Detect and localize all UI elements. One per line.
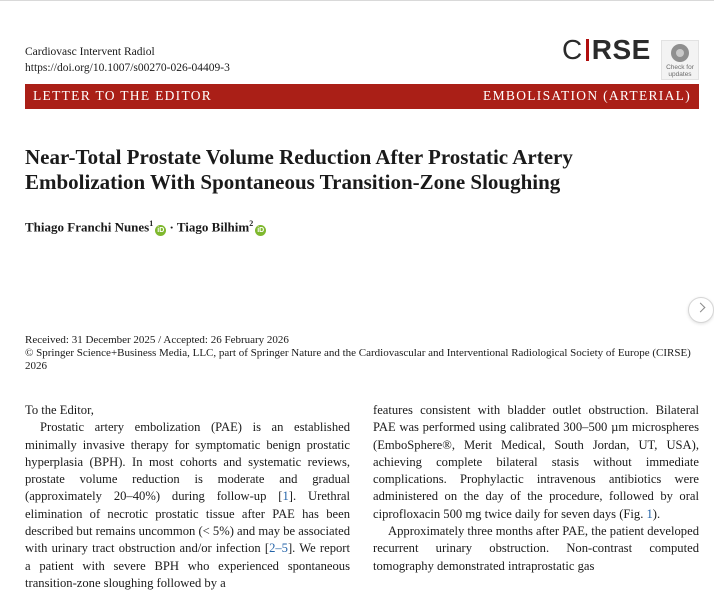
article-category-label: EMBOLISATION (ARTERIAL) xyxy=(483,88,691,103)
updates-icon xyxy=(671,44,689,62)
author-affiliation: 1 xyxy=(149,219,154,228)
logo-letter-c: C xyxy=(562,34,583,65)
journal-name: Cardiovasc Intervent Radiol xyxy=(25,46,155,58)
next-page-button[interactable] xyxy=(688,297,714,323)
top-divider xyxy=(0,0,714,1)
body-paragraph: Prostatic artery embolization (PAE) is an established minimally invasive therapy for symptomatic benign prostatic hyperplasia (BPH). In most cohorts and systematic reviews, prostate volume reduction is moderate and gradual (approximately 20–40%) during follow-up [1]. Urethral elimination of necrotic prostatic tissue after PAE has been described but remains uncommon (< 5%) and may be associated with urinary tract obstruction and/or infection [2–5]. We report a patient with severe BPH who experienced spontaneous transition-zone sloughing followed by a xyxy=(25,420,351,590)
received-accepted-dates: Received: 31 December 2025 / Accepted: 26 February 2026 xyxy=(25,334,289,346)
journal-header xyxy=(25,44,230,76)
body-paragraph: Approximately three months after PAE, the patient developed recurrent urinary obstruction. Non-contrast computed tomography demonstrated intraprostatic gas xyxy=(373,524,699,573)
author-affiliation: 2 xyxy=(249,219,254,228)
logo-bar xyxy=(586,39,589,61)
body-column-right xyxy=(373,402,699,575)
chevron-right-icon xyxy=(696,303,706,313)
reference-link[interactable]: 2–5 xyxy=(269,541,288,556)
salutation: To the Editor, xyxy=(25,403,94,417)
orcid-icon[interactable]: iD xyxy=(157,227,165,235)
doi-link[interactable]: https://doi.org/10.1007/s00270-026-04409-3 xyxy=(25,62,230,74)
body-paragraph: features consistent with bladder outlet obstruction. Bilateral PAE was performed using calibrated 300–500 µm microspheres (EmboSphere®, Merit Medical, South Jordan, UT, USA), achieving complete bilateral stasis without immediate complications. Prophylactic intravenous antibiotics were administered on the day of the procedure, followed by oral ciprofloxacin 500 mg twice daily for seven days (Fig. 1). xyxy=(373,403,699,521)
orcid-icon[interactable]: iD xyxy=(257,227,265,235)
reference-link[interactable]: 1 xyxy=(282,489,289,504)
author-name[interactable]: Thiago Franchi Nunes xyxy=(25,219,150,235)
cirse-logo xyxy=(562,34,651,66)
article-type-label: LETTER TO THE EDITOR xyxy=(33,88,213,103)
article-title: Near-Total Prostate Volume Reduction After Prostatic Artery Embolization With Spontaneous Transition-Zone Sloughing xyxy=(25,145,573,194)
author-name[interactable]: Tiago Bilhim xyxy=(176,219,250,235)
article-type-banner xyxy=(25,84,699,109)
figure-link[interactable]: 1 xyxy=(646,506,653,521)
author-list xyxy=(25,215,266,236)
author-separator: · xyxy=(166,219,177,235)
updates-label: Check for updates xyxy=(666,64,694,78)
logo-letters-rse: RSE xyxy=(591,34,651,65)
check-for-updates-button[interactable] xyxy=(661,40,699,80)
copyright-notice: © Springer Science+Business Media, LLC, part of Springer Nature and the Cardiovascular and Interventional Radiological Society of Europe (CIRSE) 2026 xyxy=(25,347,691,372)
body-column-left xyxy=(25,402,350,592)
article-meta xyxy=(25,334,705,373)
